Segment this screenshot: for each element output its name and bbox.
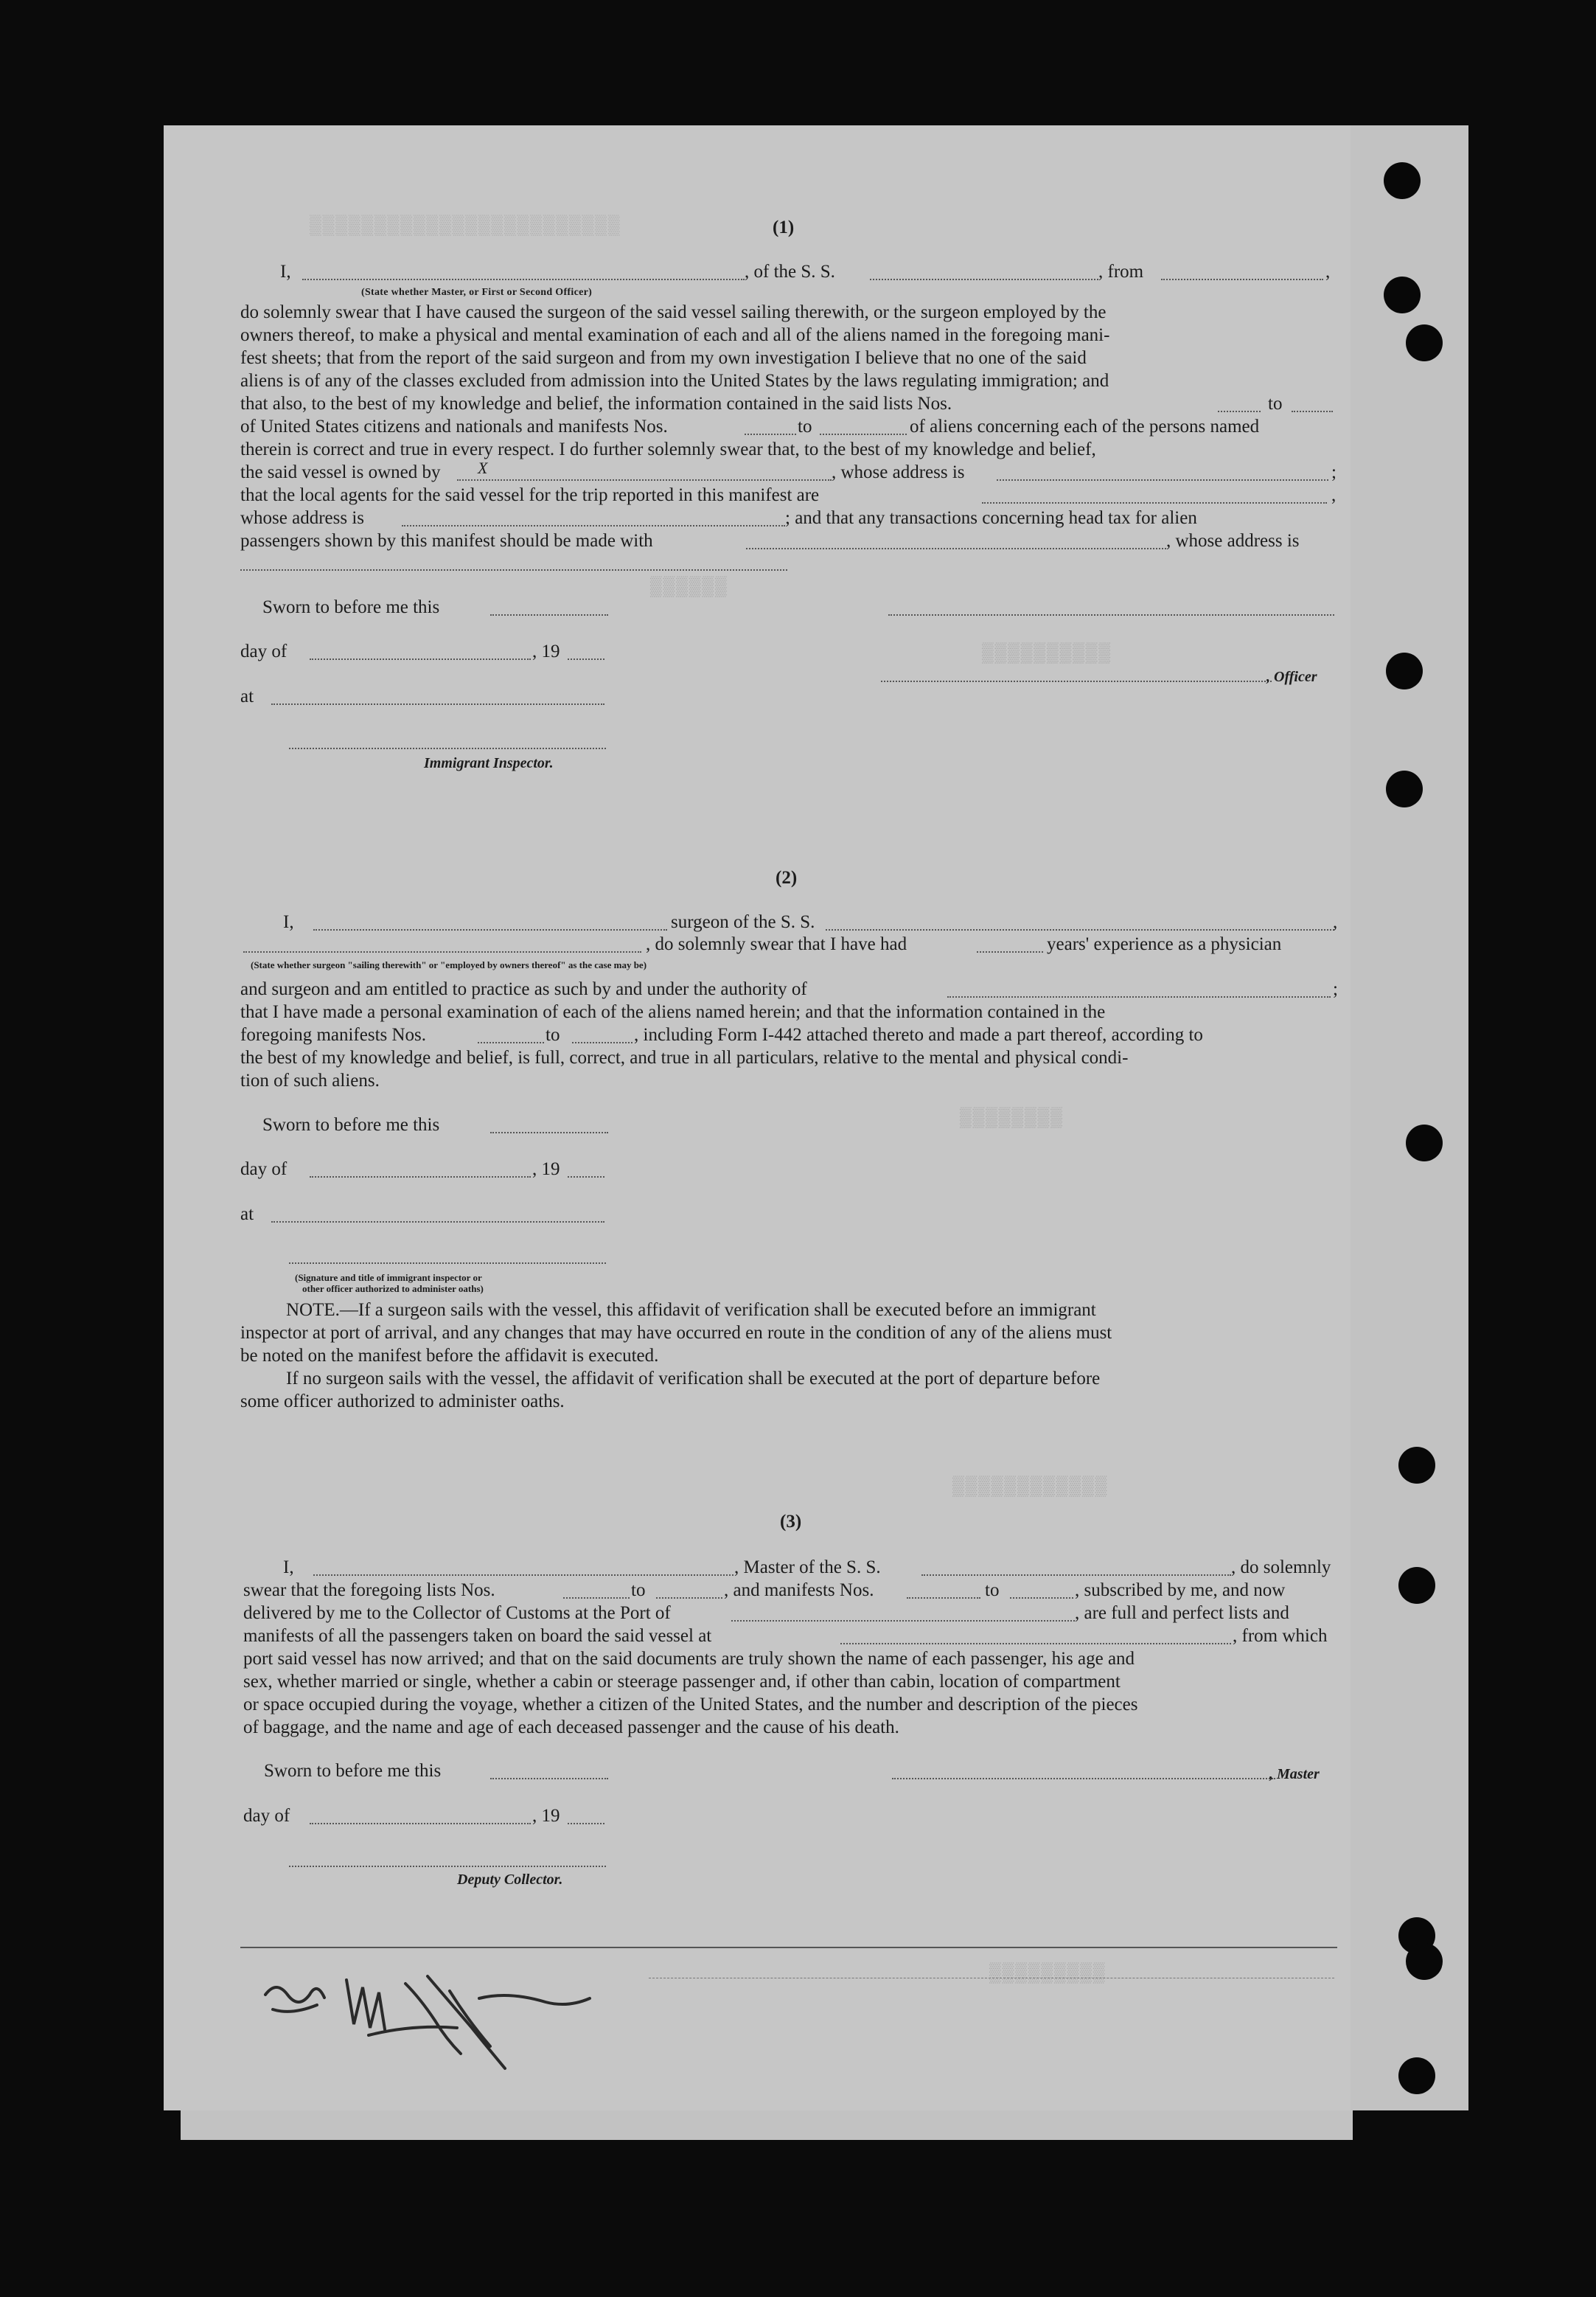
binder-hole [1406,324,1443,361]
s2-sworn: Sworn to before me this [262,1115,440,1135]
bleed-through-column: ▒▒▒▒▒▒▒▒▒▒▒▒ [951,1475,1107,1497]
s3-body-line: port said vessel has now arrived; and that on the said documents are truly shown the name of each passenger, his age and [243,1649,1135,1669]
s3-to: to [631,1580,646,1600]
s1-head-tax-blank[interactable] [746,548,1166,549]
s2-sig-caption: other officer authorized to administer oaths) [302,1283,484,1294]
s3-sworn: Sworn to before me this [264,1761,442,1781]
s2-form-text: , including Form I-442 attached thereto and made a part thereof, according to [634,1025,1203,1045]
s1-owner-value: X [478,459,488,477]
s2-sworn-day-blank[interactable] [490,1132,608,1133]
s3-i: I, [283,1557,294,1577]
s3-year-blank[interactable] [568,1823,604,1824]
s1-officer-name-blank[interactable] [881,681,1272,682]
s3-master-label: , Master [1269,1766,1320,1782]
s2-year: , 19 [532,1159,560,1179]
s2-to: to [546,1025,560,1045]
bleed-through-heading: ▒▒▒▒▒▒▒▒▒▒▒▒▒▒▒▒▒▒▒▒▒▒▒▒ [310,214,621,236]
s1-to: to [798,417,812,437]
s3-do-solemnly: , do solemnly [1231,1557,1331,1577]
bleed-through-column: ▒▒▒▒▒▒ [649,575,727,597]
s3-manifests-from-blank[interactable] [907,1597,980,1599]
section-3-heading: (3) [780,1512,802,1532]
s2-body-line: tion of such aliens. [240,1071,380,1091]
s1-agents-blank[interactable] [982,502,1327,504]
s2-note-line: some officer authorized to administer oaths. [240,1391,565,1411]
s2-manifests-to-blank[interactable] [572,1042,633,1043]
s1-comma: , [1331,485,1337,505]
s2-authority-blank[interactable] [947,996,1331,998]
s2-inspector-signature-blank[interactable] [289,1262,606,1264]
s3-subscribed: , subscribed by me, and now [1075,1580,1286,1600]
binder-hole [1398,1567,1435,1604]
s1-manifests-from-blank[interactable] [745,434,796,435]
s2-years: years' experience as a physician [1047,934,1282,954]
s1-body-line: do solemnly swear that I have caused the surgeon of the said vessel sailing therewith, or the surgeon employed by the [240,302,1107,322]
s1-body-line: the said vessel is owned by [240,462,441,482]
s3-month-blank[interactable] [310,1823,531,1824]
s2-manifests-from-blank[interactable] [478,1042,544,1043]
s2-body-line: and surgeon and am entitled to practice as such by and under the authority of [240,979,807,999]
s1-from-blank[interactable] [1161,279,1323,280]
page-fold-edge [1351,125,1468,2110]
binder-hole [1384,162,1421,199]
binder-hole [1398,2057,1435,2094]
s1-officer-label: , Officer [1266,669,1317,685]
s2-body-line: the best of my knowledge and belief, is full, correct, and true in all particulars, relative to the mental and physical condi- [240,1048,1129,1068]
s1-semicolon: ; [1331,462,1337,482]
s3-from-which: , from which [1233,1626,1328,1646]
s1-officer-signature-blank[interactable] [888,614,1334,616]
section-1-heading: (1) [773,218,795,237]
s2-years-blank[interactable] [977,951,1043,953]
binder-hole [1398,1447,1435,1484]
s2-caption: (State whether surgeon "sailing therewith" or "employed by owners thereof" as the case may be) [251,959,647,970]
s1-body-line: that also, to the best of my knowledge and belief, the information contained in the said lists Nos. [240,394,952,414]
s1-sworn: Sworn to before me this [262,597,440,617]
s1-body-line: that the local agents for the said vessel for the trip reported in this manifest are [240,485,820,505]
s1-i: I, [280,262,291,282]
s2-note-line: inspector at port of arrival, and any changes that may have occurred en route in the condition of any of the aliens must [240,1323,1112,1343]
s1-body-line: aliens is of any of the classes excluded from admission into the United States by the laws regulating immigration; and [240,371,1109,391]
s3-vessel-blank[interactable] [921,1574,1231,1576]
s2-comma: , [1333,912,1338,932]
s1-body-line: therein is correct and true in every respect. I do further solemnly swear that, to the best of my knowledge and belief, [240,439,1096,459]
s1-sworn-day-blank[interactable] [490,614,608,616]
s3-body-line: sex, whether married or single, whether a cabin or steerage passenger and, if other than cabin, location of compartment [243,1672,1121,1692]
s2-at: at [240,1204,254,1224]
s3-manifests-all: manifests of all the passengers taken on board the said vessel at [243,1626,712,1646]
s2-day-of: day of [240,1159,288,1179]
s1-inspector-label: Immigrant Inspector. [424,755,554,771]
s2-month-blank[interactable] [310,1176,531,1178]
s1-owner-blank[interactable] [457,479,832,481]
section-2-heading: (2) [776,868,798,888]
s3-day-of: day of [243,1806,290,1826]
s2-year-blank[interactable] [568,1176,604,1178]
s1-manifests-to-blank[interactable] [820,434,907,435]
s3-lists-from-blank[interactable] [563,1597,630,1599]
s3-collector-signature-blank[interactable] [289,1866,606,1867]
binder-hole [1386,653,1423,689]
s2-note-line: If no surgeon sails with the vessel, the affidavit of verification shall be executed at the port of departure before [286,1369,1101,1389]
binder-hole [1386,771,1423,807]
page-bottom-edge [181,2110,1353,2140]
s3-year: , 19 [532,1806,560,1826]
s1-inspector-signature-blank[interactable] [289,748,606,749]
s3-manifests: , and manifests Nos. [724,1580,874,1600]
bleed-through-column: ▒▒▒▒▒▒▒▒▒ [988,1961,1105,1984]
s3-to: to [985,1580,1000,1600]
s1-lists-from-blank[interactable] [1218,411,1261,412]
s1-body-line: owners thereof, to make a physical and mental examination of each and all of the aliens named in the foregoing mani- [240,325,1110,345]
s3-master-signature-blank[interactable] [892,1778,1275,1779]
s1-body-line: passengers shown by this manifest should be made with [240,531,653,551]
s2-note-line: NOTE.—If a surgeon sails with the vessel, this affidavit of verification shall be executed before an immigrant [286,1300,1096,1320]
s2-sig-caption: (Signature and title of immigrant inspector or [295,1272,482,1283]
s1-of-ss: , of the S. S. [745,262,835,282]
s1-lists-to-blank[interactable] [1292,411,1333,412]
s2-surgeon-of: surgeon of the S. S. [671,912,815,932]
s2-status-blank[interactable] [243,951,641,953]
s1-whose-address: , whose address is [1166,531,1300,551]
s2-at-blank[interactable] [271,1221,604,1223]
s2-i: I, [283,912,294,932]
s3-lists-to-blank[interactable] [656,1597,722,1599]
s1-year-blank[interactable] [568,658,604,660]
s1-whose-address: , whose address is [832,462,965,482]
s1-aliens-tail: of aliens concerning each of the persons named [910,417,1260,437]
binder-hole [1384,277,1421,313]
s2-vessel-blank[interactable] [826,929,1334,931]
s3-sworn-day-blank[interactable] [490,1778,608,1779]
bottom-rule [240,1947,1337,1948]
bleed-through-column: ▒▒▒▒▒▒▒▒▒▒ [980,642,1111,664]
s1-at: at [240,687,254,706]
s1-vessel-blank[interactable] [870,279,1098,280]
s1-at-blank[interactable] [271,703,604,705]
s3-departure-blank[interactable] [840,1643,1231,1644]
s1-body-line: fest sheets; that from the report of the said surgeon and from my own investigation I believe that no one of the said [240,348,1087,368]
s3-collector-label: Deputy Collector. [457,1872,563,1888]
handwritten-signature [258,1954,656,2079]
s1-officer-blank[interactable] [302,279,745,280]
s3-master-of: , Master of the S. S. [734,1557,881,1577]
binder-hole [1406,1125,1443,1161]
s1-comma: , [1325,262,1331,282]
s2-authority-end: ; [1333,979,1338,999]
s3-swear-line: swear that the foregoing lists Nos. [243,1580,495,1600]
s2-body-line: foregoing manifests Nos. [240,1025,427,1045]
s1-day-of: day of [240,642,288,661]
s1-year: , 19 [532,642,560,661]
s2-note-line: be noted on the manifest before the affidavit is executed. [240,1346,659,1366]
s1-from: , from [1098,262,1144,282]
s1-agents-address-blank[interactable] [402,525,785,527]
s1-month-blank[interactable] [310,658,531,660]
s3-body-line: or space occupied during the voyage, whether a citizen of the United States, and the number and description of the pieces [243,1695,1138,1714]
s2-body-line: that I have made a personal examination of each of the aliens named herein; and that the information contained in the [240,1002,1106,1022]
s1-head-tax-address-blank[interactable] [240,569,787,571]
s1-body-line: of United States citizens and nationals and manifests Nos. [240,417,668,437]
s3-delivered: delivered by me to the Collector of Customs at the Port of [243,1603,671,1623]
bleed-through-column: ▒▒▒▒▒▒▒▒ [958,1106,1062,1128]
s1-officer-caption: (State whether Master, or First or Second Officer) [361,287,593,298]
s1-to: to [1268,394,1283,414]
s3-full-perfect: , are full and perfect lists and [1075,1603,1289,1623]
binder-hole [1406,1943,1443,1980]
s1-head-tax: ; and that any transactions concerning head tax for alien [785,508,1197,528]
s3-body-line: of baggage, and the name and age of each deceased passenger and the cause of his death. [243,1717,899,1737]
s3-manifests-to-blank[interactable] [1010,1597,1073,1599]
s2-surgeon-name-blank[interactable] [313,929,667,931]
s1-body-line: whose address is [240,508,365,528]
s3-port-blank[interactable] [731,1620,1075,1622]
s2-swear: , do solemnly swear that I have had [646,934,907,954]
s3-master-name-blank[interactable] [313,1574,733,1576]
s1-owner-address-blank[interactable] [997,479,1328,481]
